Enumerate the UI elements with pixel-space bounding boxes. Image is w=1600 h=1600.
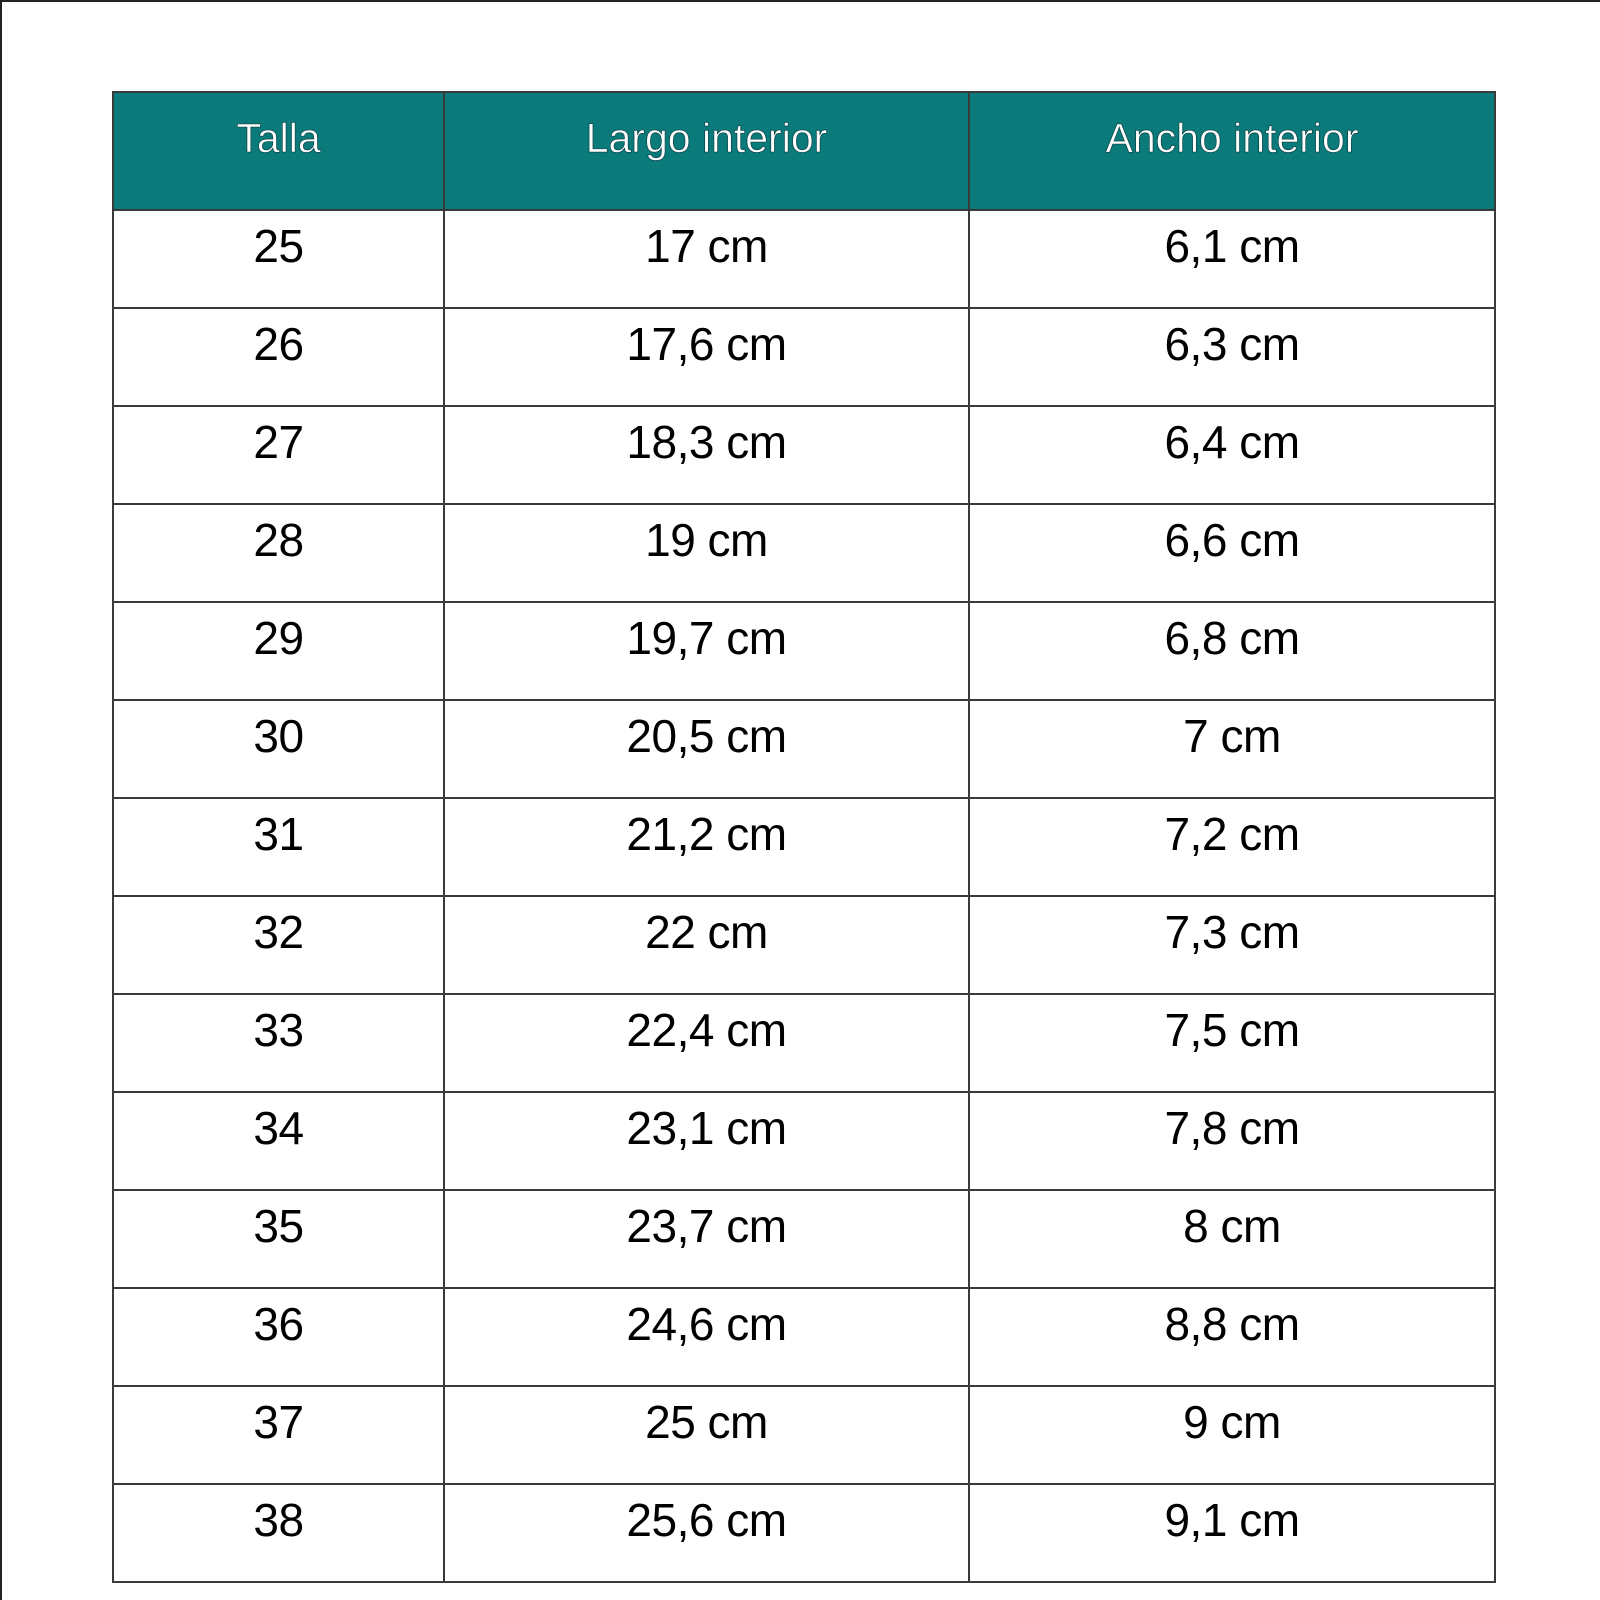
- table-row: [113, 602, 1495, 700]
- cell-ancho: 6,4 cm: [969, 406, 1495, 504]
- table-row: [113, 994, 1495, 1092]
- cell-talla: 34: [113, 1092, 444, 1190]
- table-row: [113, 1484, 1495, 1582]
- cell-largo: 17,6 cm: [444, 308, 969, 406]
- cell-largo: 22,4 cm: [444, 994, 969, 1092]
- cell-ancho: 6,8 cm: [969, 602, 1495, 700]
- cell-ancho: 7,2 cm: [969, 798, 1495, 896]
- table-row: [113, 1386, 1495, 1484]
- table-row: [113, 406, 1495, 504]
- cell-ancho: 6,1 cm: [969, 210, 1495, 308]
- cell-ancho: 6,3 cm: [969, 308, 1495, 406]
- size-table: [112, 91, 1496, 1583]
- cell-largo: 21,2 cm: [444, 798, 969, 896]
- table-row: [113, 1092, 1495, 1190]
- cell-ancho: 7,5 cm: [969, 994, 1495, 1092]
- cell-talla: 38: [113, 1484, 444, 1582]
- cell-talla: 26: [113, 308, 444, 406]
- cell-ancho: 6,6 cm: [969, 504, 1495, 602]
- cell-largo: 19,7 cm: [444, 602, 969, 700]
- cell-ancho: 7,8 cm: [969, 1092, 1495, 1190]
- header-largo-interior: Largo interior: [444, 92, 969, 210]
- cell-largo: 25,6 cm: [444, 1484, 969, 1582]
- cell-talla: 35: [113, 1190, 444, 1288]
- table-row: [113, 1190, 1495, 1288]
- table-header-row: [113, 92, 1495, 210]
- table-row: [113, 504, 1495, 602]
- table-row: [113, 896, 1495, 994]
- cell-talla: 25: [113, 210, 444, 308]
- table-row: [113, 700, 1495, 798]
- cell-ancho: 7 cm: [969, 700, 1495, 798]
- cell-ancho: 9 cm: [969, 1386, 1495, 1484]
- cell-largo: 23,1 cm: [444, 1092, 969, 1190]
- cell-largo: 20,5 cm: [444, 700, 969, 798]
- cell-largo: 22 cm: [444, 896, 969, 994]
- cell-talla: 33: [113, 994, 444, 1092]
- table-row: [113, 308, 1495, 406]
- cell-talla: 27: [113, 406, 444, 504]
- header-ancho-interior: Ancho interior: [969, 92, 1495, 210]
- cell-talla: 37: [113, 1386, 444, 1484]
- cell-ancho: 8 cm: [969, 1190, 1495, 1288]
- cell-largo: 23,7 cm: [444, 1190, 969, 1288]
- cell-talla: 30: [113, 700, 444, 798]
- cell-largo: 24,6 cm: [444, 1288, 969, 1386]
- table-row: [113, 798, 1495, 896]
- cell-ancho: 7,3 cm: [969, 896, 1495, 994]
- cell-largo: 19 cm: [444, 504, 969, 602]
- table-row: [113, 1288, 1495, 1386]
- cell-ancho: 8,8 cm: [969, 1288, 1495, 1386]
- cell-talla: 29: [113, 602, 444, 700]
- cell-ancho: 9,1 cm: [969, 1484, 1495, 1582]
- cell-largo: 18,3 cm: [444, 406, 969, 504]
- table-row: [113, 210, 1495, 308]
- cell-talla: 31: [113, 798, 444, 896]
- cell-largo: 25 cm: [444, 1386, 969, 1484]
- cell-talla: 28: [113, 504, 444, 602]
- cell-largo: 17 cm: [444, 210, 969, 308]
- cell-talla: 36: [113, 1288, 444, 1386]
- header-talla: Talla: [113, 92, 444, 210]
- cell-talla: 32: [113, 896, 444, 994]
